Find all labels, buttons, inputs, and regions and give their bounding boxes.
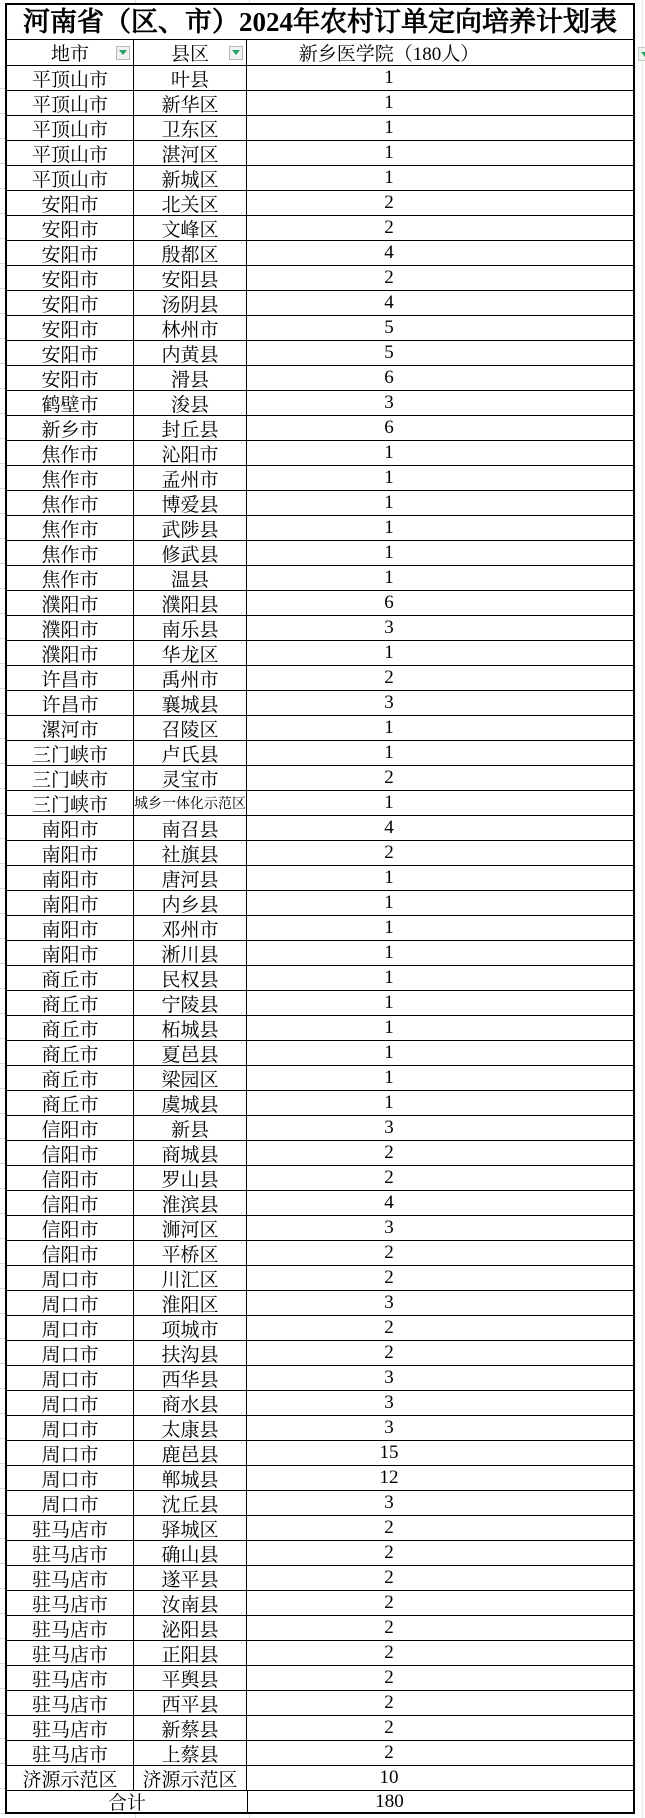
value-cell[interactable]: 2 — [384, 842, 394, 863]
table-row — [7, 491, 633, 516]
table-row — [7, 941, 633, 966]
county-cell[interactable]: 确山县 — [134, 1541, 247, 1565]
county-cell[interactable]: 西华县 — [134, 1366, 247, 1390]
value-cell[interactable]: 2 — [384, 1742, 394, 1763]
table-body — [7, 66, 633, 1791]
city-cell[interactable]: 商丘市 — [7, 1091, 134, 1115]
header-college-label: 新乡医学院（180人） — [298, 44, 480, 65]
county-cell[interactable]: 禹州市 — [134, 666, 247, 690]
value-cell[interactable]: 3 — [384, 1217, 394, 1238]
city-cell[interactable]: 平顶山市 — [7, 166, 134, 190]
value-cell[interactable]: 4 — [384, 1192, 394, 1213]
city-cell[interactable]: 驻马店市 — [7, 1716, 134, 1740]
city-cell[interactable]: 三门峡市 — [7, 741, 134, 765]
value-cell[interactable]: 2 — [384, 1642, 394, 1663]
table-row — [7, 1391, 633, 1416]
value-cell[interactable]: 1 — [384, 92, 394, 113]
county-cell[interactable]: 淮阳区 — [134, 1291, 247, 1315]
value-cell[interactable]: 2 — [384, 1517, 394, 1538]
county-cell[interactable]: 濮阳县 — [134, 591, 247, 615]
value-cell[interactable]: 3 — [384, 392, 394, 413]
value-cell[interactable]: 1 — [384, 1042, 394, 1063]
city-cell[interactable]: 焦作市 — [7, 516, 134, 540]
value-cell[interactable]: 2 — [384, 1692, 394, 1713]
city-cell[interactable]: 驻马店市 — [7, 1691, 134, 1715]
value-cell[interactable]: 2 — [384, 1342, 394, 1363]
value-cell[interactable]: 5 — [384, 317, 394, 338]
county-cell[interactable]: 虞城县 — [134, 1091, 247, 1115]
county-cell[interactable]: 泌阳县 — [134, 1616, 247, 1640]
county-cell[interactable]: 驿城区 — [134, 1516, 247, 1540]
table-row — [7, 591, 633, 616]
value-cell[interactable]: 2 — [384, 267, 394, 288]
city-cell[interactable]: 平顶山市 — [7, 141, 134, 165]
city-cell[interactable]: 濮阳市 — [7, 591, 134, 615]
value-cell[interactable]: 3 — [384, 692, 394, 713]
value-cell[interactable]: 1 — [384, 442, 394, 463]
county-cell[interactable]: 西平县 — [134, 1691, 247, 1715]
value-cell[interactable]: 3 — [384, 1117, 394, 1138]
table-row — [7, 641, 633, 666]
value-cell[interactable]: 1 — [384, 517, 394, 538]
table-row — [7, 1316, 633, 1341]
value-cell[interactable]: 2 — [384, 667, 394, 688]
value-cell[interactable]: 1 — [384, 792, 394, 813]
county-cell[interactable]: 唐河县 — [134, 866, 247, 890]
table-row — [7, 891, 633, 916]
filter-button-county[interactable] — [229, 46, 243, 60]
city-cell[interactable]: 驻马店市 — [7, 1541, 134, 1565]
value-cell[interactable]: 1 — [384, 1017, 394, 1038]
city-cell[interactable]: 南阳市 — [7, 941, 134, 965]
table-row — [7, 1516, 633, 1541]
city-cell[interactable]: 周口市 — [7, 1266, 134, 1290]
value-cell[interactable]: 1 — [384, 717, 394, 738]
city-cell[interactable]: 驻马店市 — [7, 1641, 134, 1665]
county-cell[interactable]: 北关区 — [134, 191, 247, 215]
county-cell[interactable]: 滑县 — [134, 366, 247, 390]
city-cell[interactable]: 许昌市 — [7, 666, 134, 690]
county-cell[interactable]: 郸城县 — [134, 1466, 247, 1490]
table-row — [7, 441, 633, 466]
county-cell[interactable]: 遂平县 — [134, 1566, 247, 1590]
county-cell[interactable]: 太康县 — [134, 1416, 247, 1440]
table-row — [7, 741, 633, 766]
table-row — [7, 841, 633, 866]
table-row — [7, 216, 633, 241]
county-cell[interactable]: 夏邑县 — [134, 1041, 247, 1065]
value-cell[interactable]: 2 — [384, 217, 394, 238]
county-cell[interactable]: 宁陵县 — [134, 991, 247, 1015]
county-cell[interactable]: 孟州市 — [134, 466, 247, 490]
value-cell[interactable]: 2 — [384, 1142, 394, 1163]
table-row — [7, 291, 633, 316]
value-cell[interactable]: 1 — [384, 467, 394, 488]
county-cell[interactable]: 内黄县 — [134, 341, 247, 365]
table-row — [7, 666, 633, 691]
value-cell[interactable]: 6 — [384, 367, 394, 388]
city-cell[interactable]: 焦作市 — [7, 541, 134, 565]
county-cell[interactable]: 淅川县 — [134, 941, 247, 965]
value-cell[interactable]: 4 — [384, 292, 394, 313]
table-row — [7, 1666, 633, 1691]
table-row — [7, 691, 633, 716]
county-cell[interactable]: 沈丘县 — [134, 1491, 247, 1515]
city-cell[interactable]: 信阳市 — [7, 1166, 134, 1190]
value-cell[interactable]: 3 — [384, 1392, 394, 1413]
county-cell[interactable]: 华龙区 — [134, 641, 247, 665]
value-cell[interactable]: 2 — [384, 1317, 394, 1338]
county-cell[interactable]: 梁园区 — [134, 1066, 247, 1090]
city-cell[interactable]: 周口市 — [7, 1491, 134, 1515]
county-cell[interactable]: 柘城县 — [134, 1016, 247, 1040]
county-cell[interactable]: 项城市 — [134, 1316, 247, 1340]
table-row — [7, 716, 633, 741]
city-cell[interactable]: 驻马店市 — [7, 1666, 134, 1690]
value-cell[interactable]: 10 — [379, 1767, 399, 1788]
table-row — [7, 1491, 633, 1516]
value-cell[interactable]: 1 — [384, 992, 394, 1013]
county-cell[interactable]: 城乡一体化示范区 — [134, 791, 247, 815]
value-cell[interactable]: 1 — [384, 742, 394, 763]
city-cell[interactable]: 周口市 — [7, 1416, 134, 1440]
county-cell[interactable]: 博爱县 — [134, 491, 247, 515]
county-cell[interactable]: 商城县 — [134, 1141, 247, 1165]
city-cell[interactable]: 焦作市 — [7, 566, 134, 590]
county-cell[interactable]: 新县 — [134, 1116, 247, 1140]
value-cell[interactable]: 1 — [384, 67, 394, 88]
table-row — [7, 91, 633, 116]
table-row — [7, 516, 633, 541]
value-cell[interactable]: 2 — [384, 192, 394, 213]
table-row — [7, 1541, 633, 1566]
city-cell[interactable]: 焦作市 — [7, 466, 134, 490]
city-cell[interactable]: 濮阳市 — [7, 641, 134, 665]
county-cell[interactable]: 温县 — [134, 566, 247, 590]
table-row — [7, 316, 633, 341]
county-cell[interactable]: 汤阴县 — [134, 291, 247, 315]
table-row — [7, 141, 633, 166]
table-row — [7, 366, 633, 391]
table-row — [7, 1166, 633, 1191]
table-row — [7, 466, 633, 491]
total-value-cell[interactable]: 180 — [375, 1791, 404, 1812]
city-cell[interactable]: 南阳市 — [7, 916, 134, 940]
table-row — [7, 1591, 633, 1616]
county-cell[interactable]: 汝南县 — [134, 1591, 247, 1615]
table-row — [7, 616, 633, 641]
county-cell[interactable]: 民权县 — [134, 966, 247, 990]
table-row — [7, 1716, 633, 1741]
county-cell[interactable]: 新蔡县 — [134, 1716, 247, 1740]
value-cell[interactable]: 2 — [384, 767, 394, 788]
value-cell[interactable]: 1 — [384, 1067, 394, 1088]
county-cell[interactable]: 商水县 — [134, 1391, 247, 1415]
header-cell-city[interactable] — [7, 40, 134, 65]
table-row — [7, 191, 633, 216]
county-cell[interactable]: 召陵区 — [134, 716, 247, 740]
city-cell[interactable]: 信阳市 — [7, 1116, 134, 1140]
value-cell[interactable]: 2 — [384, 1267, 394, 1288]
value-cell[interactable]: 1 — [384, 492, 394, 513]
county-cell[interactable]: 文峰区 — [134, 216, 247, 240]
county-cell[interactable]: 罗山县 — [134, 1166, 247, 1190]
table-row — [7, 266, 633, 291]
value-cell[interactable]: 2 — [384, 1592, 394, 1613]
value-cell[interactable]: 2 — [384, 1667, 394, 1688]
city-cell[interactable]: 焦作市 — [7, 491, 134, 515]
city-cell[interactable]: 周口市 — [7, 1441, 134, 1465]
county-cell[interactable]: 淮滨县 — [134, 1191, 247, 1215]
table-row — [7, 66, 633, 91]
city-cell[interactable]: 平顶山市 — [7, 66, 134, 90]
value-cell[interactable]: 5 — [384, 342, 394, 363]
county-cell[interactable]: 平桥区 — [134, 1241, 247, 1265]
city-cell[interactable]: 商丘市 — [7, 991, 134, 1015]
city-cell[interactable]: 商丘市 — [7, 1041, 134, 1065]
table-row — [7, 1616, 633, 1641]
table-row — [7, 1216, 633, 1241]
value-cell[interactable]: 1 — [384, 642, 394, 663]
city-cell[interactable]: 濮阳市 — [7, 616, 134, 640]
county-cell[interactable]: 扶沟县 — [134, 1341, 247, 1365]
table-row — [7, 1016, 633, 1041]
city-cell[interactable]: 平顶山市 — [7, 91, 134, 115]
county-cell[interactable]: 南乐县 — [134, 616, 247, 640]
county-cell[interactable]: 社旗县 — [134, 841, 247, 865]
city-cell[interactable]: 商丘市 — [7, 966, 134, 990]
city-cell[interactable]: 南阳市 — [7, 866, 134, 890]
table-row — [7, 1641, 633, 1666]
county-cell[interactable]: 灵宝市 — [134, 766, 247, 790]
county-cell[interactable]: 安阳县 — [134, 266, 247, 290]
county-cell[interactable]: 殷都区 — [134, 241, 247, 265]
outside-gridline-right — [642, 0, 643, 1818]
table-row — [7, 1141, 633, 1166]
value-cell[interactable]: 2 — [384, 1717, 394, 1738]
county-cell[interactable]: 平舆县 — [134, 1666, 247, 1690]
county-cell[interactable]: 南召县 — [134, 816, 247, 840]
county-cell[interactable]: 修武县 — [134, 541, 247, 565]
county-cell[interactable]: 正阳县 — [134, 1641, 247, 1665]
value-cell[interactable]: 1 — [384, 542, 394, 563]
table-header-row — [7, 40, 633, 66]
city-cell[interactable]: 焦作市 — [7, 441, 134, 465]
county-cell[interactable]: 封丘县 — [134, 416, 247, 440]
table-row — [7, 1066, 633, 1091]
value-cell[interactable]: 2 — [384, 1242, 394, 1263]
table-row — [7, 416, 633, 441]
city-cell[interactable]: 周口市 — [7, 1341, 134, 1365]
table-row — [7, 1766, 633, 1791]
city-cell[interactable]: 信阳市 — [7, 1191, 134, 1215]
table-row — [7, 1091, 633, 1116]
county-cell[interactable]: 济源示范区 — [134, 1766, 247, 1790]
table-row — [7, 1416, 633, 1441]
header-cell-county[interactable] — [134, 40, 247, 65]
city-cell[interactable]: 安阳市 — [7, 266, 134, 290]
table-row — [7, 1291, 633, 1316]
value-cell[interactable]: 4 — [384, 242, 394, 263]
table-row — [7, 391, 633, 416]
table-row — [7, 1691, 633, 1716]
county-cell[interactable]: 浚县 — [134, 391, 247, 415]
value-cell[interactable]: 6 — [384, 417, 394, 438]
value-cell[interactable]: 6 — [384, 592, 394, 613]
table-row — [7, 1191, 633, 1216]
city-cell[interactable]: 安阳市 — [7, 341, 134, 365]
table-row — [7, 866, 633, 891]
table-row — [7, 1466, 633, 1491]
county-cell[interactable]: 内乡县 — [134, 891, 247, 915]
city-cell[interactable]: 许昌市 — [7, 691, 134, 715]
table-row — [7, 1566, 633, 1591]
county-cell[interactable]: 襄城县 — [134, 691, 247, 715]
table-row — [7, 916, 633, 941]
city-cell[interactable]: 驻马店市 — [7, 1566, 134, 1590]
header-city-label: 地市 — [50, 44, 89, 65]
filter-dropdown-icon — [119, 50, 127, 55]
city-cell[interactable]: 信阳市 — [7, 1241, 134, 1265]
table-row — [7, 1741, 633, 1766]
header-county-label: 县区 — [170, 44, 209, 65]
city-cell[interactable]: 驻马店市 — [7, 1616, 134, 1640]
value-cell[interactable]: 1 — [384, 1092, 394, 1113]
table-row — [7, 816, 633, 841]
county-cell[interactable]: 湛河区 — [134, 141, 247, 165]
header-cell-college[interactable] — [247, 40, 633, 65]
city-cell[interactable]: 南阳市 — [7, 816, 134, 840]
table-row — [7, 966, 633, 991]
city-cell[interactable]: 安阳市 — [7, 366, 134, 390]
value-cell[interactable]: 1 — [384, 892, 394, 913]
table-row — [7, 566, 633, 591]
value-cell[interactable]: 2 — [384, 1167, 394, 1188]
value-cell[interactable]: 1 — [384, 167, 394, 188]
city-cell[interactable]: 南阳市 — [7, 891, 134, 915]
value-cell[interactable]: 3 — [384, 1292, 394, 1313]
table-row — [7, 241, 633, 266]
county-cell[interactable]: 新华区 — [134, 91, 247, 115]
city-cell[interactable]: 周口市 — [7, 1316, 134, 1340]
city-cell[interactable]: 驻马店市 — [7, 1741, 134, 1765]
value-cell[interactable]: 3 — [384, 1417, 394, 1438]
city-cell[interactable]: 信阳市 — [7, 1141, 134, 1165]
city-cell[interactable]: 安阳市 — [7, 316, 134, 340]
county-cell[interactable]: 邓州市 — [134, 916, 247, 940]
table-row — [7, 1116, 633, 1141]
city-cell[interactable]: 新乡市 — [7, 416, 134, 440]
county-cell[interactable]: 新城区 — [134, 166, 247, 190]
table-row — [7, 766, 633, 791]
table-row — [7, 1341, 633, 1366]
value-cell[interactable]: 3 — [384, 1367, 394, 1388]
value-cell[interactable]: 2 — [384, 1542, 394, 1563]
value-cell[interactable]: 12 — [379, 1467, 399, 1488]
value-cell[interactable]: 1 — [384, 567, 394, 588]
city-cell[interactable]: 安阳市 — [7, 216, 134, 240]
training-plan-table — [5, 3, 635, 1814]
city-cell[interactable]: 三门峡市 — [7, 766, 134, 790]
city-cell[interactable]: 周口市 — [7, 1466, 134, 1490]
city-cell[interactable]: 安阳市 — [7, 291, 134, 315]
value-cell[interactable]: 4 — [384, 817, 394, 838]
filter-button-city[interactable] — [116, 46, 130, 60]
table-row — [7, 341, 633, 366]
table-row — [7, 166, 633, 191]
county-cell[interactable]: 卫东区 — [134, 116, 247, 140]
city-cell[interactable]: 三门峡市 — [7, 791, 134, 815]
total-row — [7, 1791, 633, 1812]
city-cell[interactable]: 南阳市 — [7, 841, 134, 865]
table-row — [7, 541, 633, 566]
value-cell[interactable]: 1 — [384, 917, 394, 938]
value-cell[interactable]: 3 — [384, 617, 394, 638]
value-cell[interactable]: 2 — [384, 1567, 394, 1588]
table-row — [7, 791, 633, 816]
city-cell[interactable]: 周口市 — [7, 1366, 134, 1390]
filter-dropdown-icon — [641, 52, 645, 57]
city-cell[interactable]: 驻马店市 — [7, 1516, 134, 1540]
value-cell[interactable]: 2 — [384, 1617, 394, 1638]
total-label-cell[interactable]: 合计 — [7, 1791, 248, 1812]
value-cell[interactable]: 1 — [384, 967, 394, 988]
table-row — [7, 116, 633, 141]
city-cell[interactable]: 周口市 — [7, 1391, 134, 1415]
county-cell[interactable]: 武陟县 — [134, 516, 247, 540]
table-title[interactable]: 河南省（区、市）2024年农村订单定向培养计划表 — [7, 5, 633, 40]
city-cell[interactable]: 驻马店市 — [7, 1591, 134, 1615]
city-cell[interactable]: 鹤壁市 — [7, 391, 134, 415]
city-cell[interactable]: 安阳市 — [7, 191, 134, 215]
city-cell[interactable]: 商丘市 — [7, 1016, 134, 1040]
value-cell[interactable]: 1 — [384, 117, 394, 138]
value-cell[interactable]: 1 — [384, 942, 394, 963]
city-cell[interactable]: 信阳市 — [7, 1216, 134, 1240]
county-cell[interactable]: 上蔡县 — [134, 1741, 247, 1765]
adjacent-column-filter-button[interactable] — [638, 47, 645, 61]
county-cell[interactable]: 林州市 — [134, 316, 247, 340]
city-cell[interactable]: 漯河市 — [7, 716, 134, 740]
city-cell[interactable]: 济源示范区 — [7, 1766, 134, 1790]
table-row — [7, 1266, 633, 1291]
county-cell[interactable]: 卢氏县 — [134, 741, 247, 765]
county-cell[interactable]: 浉河区 — [134, 1216, 247, 1240]
county-cell[interactable]: 叶县 — [134, 66, 247, 90]
table-row — [7, 1241, 633, 1266]
value-cell[interactable]: 1 — [384, 867, 394, 888]
filter-dropdown-icon — [232, 50, 240, 55]
table-row — [7, 991, 633, 1016]
county-cell[interactable]: 鹿邑县 — [134, 1441, 247, 1465]
value-cell[interactable]: 15 — [379, 1442, 399, 1463]
city-cell[interactable]: 安阳市 — [7, 241, 134, 265]
value-cell[interactable]: 3 — [384, 1492, 394, 1513]
city-cell[interactable]: 商丘市 — [7, 1066, 134, 1090]
table-row — [7, 1366, 633, 1391]
city-cell[interactable]: 周口市 — [7, 1291, 134, 1315]
table-row — [7, 1441, 633, 1466]
table-row — [7, 1041, 633, 1066]
value-cell[interactable]: 1 — [384, 142, 394, 163]
county-cell[interactable]: 沁阳市 — [134, 441, 247, 465]
city-cell[interactable]: 平顶山市 — [7, 116, 134, 140]
county-cell[interactable]: 川汇区 — [134, 1266, 247, 1290]
